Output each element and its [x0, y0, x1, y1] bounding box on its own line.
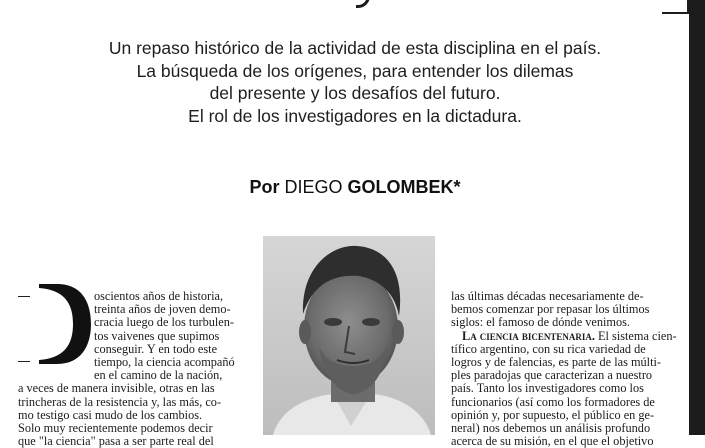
body-line: en el camino de la nación, [94, 368, 223, 383]
body-line: tos vaivenes que supimos [94, 328, 220, 343]
body-line: treinta años de joven demo- [94, 302, 231, 317]
body-line: bemos comenzar por repasar los últimos [451, 302, 650, 317]
deck-line: del presente y los desafíos del futuro. [209, 83, 501, 103]
section-kicker: La ciencia bicentenaria. [462, 328, 595, 343]
body-line: neral) nos debemos un análisis profundo [451, 421, 651, 436]
body-line: que "la ciencia" pasa a ser parte real del [18, 434, 214, 448]
body-line: a veces de manera invisible, otras en las [18, 381, 215, 396]
body-line: logros y de falencias, es parte de las múlti- [451, 355, 662, 370]
body-line: tiempo, la ciencia acompañó [94, 355, 235, 370]
body-line: país. Tanto los investigadores como los [451, 381, 644, 396]
title-letter-fragment [356, 0, 370, 8]
article-deck [60, 37, 650, 127]
byline-last-name: GOLOMBEK* [347, 177, 461, 197]
page-edge-bar [689, 0, 705, 435]
byline [100, 176, 610, 198]
right-column [451, 290, 686, 448]
body-line: ples paradojas que caracterizan a nuestro [451, 368, 653, 383]
deck-line: La búsqueda de los orígenes, para entender los dilemas [136, 60, 574, 81]
body-line: acerca de su misión, en el que el objetivo [451, 434, 654, 448]
byline-prefix: Por [249, 177, 280, 197]
author-photo [263, 236, 435, 435]
body-line: trincheras de la resistencia y, las más, co- [18, 394, 222, 409]
body-line: Solo muy recientemente podemos decir [18, 421, 213, 436]
deck-line: Un repaso histórico de la actividad de esta disciplina en el país. [108, 38, 602, 58]
body-line: tífico argentino, con su rica variedad de [451, 341, 646, 356]
body-line: siglos: el famoso de dónde venimos. [451, 315, 630, 330]
body-line: conseguir. Y en todo este [94, 341, 218, 356]
author-portrait-image [263, 236, 435, 435]
body-line: oscientos años de historia, [94, 289, 224, 303]
body-line: mo testigo casi mudo de los cambios. [18, 407, 203, 422]
left-column [18, 290, 250, 448]
corner-rule [662, 0, 689, 14]
body-line: El sistema cien- [594, 328, 677, 343]
body-line: funcionarios (así como los formadores de [451, 394, 655, 409]
body-line: cracia luego de los turbulen- [94, 315, 234, 330]
body-line: las últimas décadas necesariamente de- [451, 289, 644, 303]
body-line: opinión y, por supuesto, el público en ge- [451, 407, 655, 422]
deck-line: El rol de los investigadores en la dictadura. [188, 105, 522, 126]
byline-first-name: DIEGO [284, 177, 343, 197]
